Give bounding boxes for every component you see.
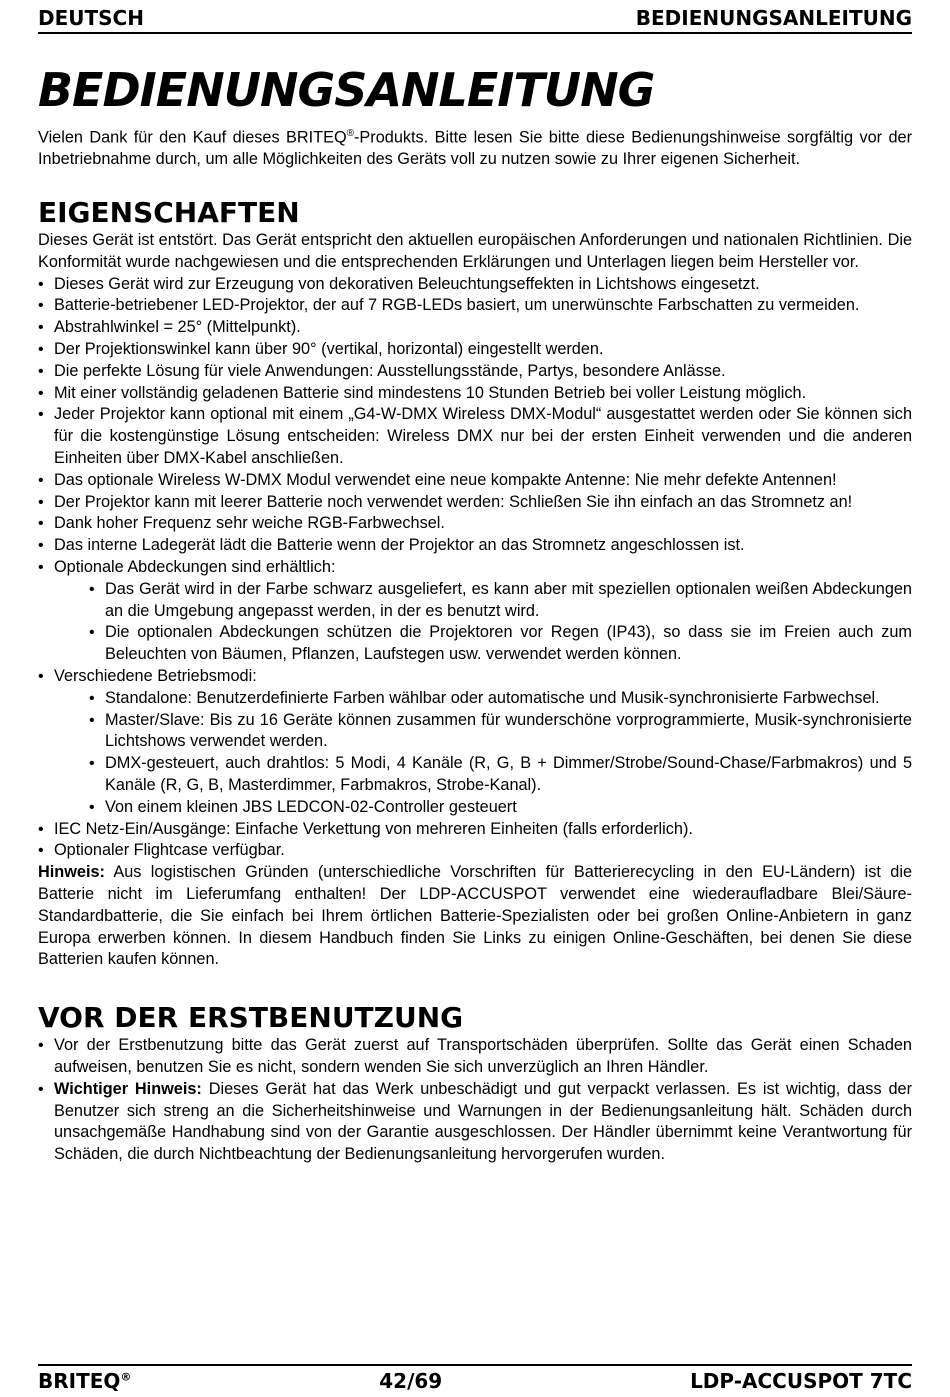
- header-document-type: BEDIENUNGSANLEITUNG: [635, 6, 912, 30]
- list-item-text: IEC Netz-Ein/Ausgänge: Einfache Verkettung von mehreren Einheiten (falls erforderlich).: [54, 819, 693, 838]
- list-item: [38, 361, 912, 383]
- header-language: DEUTSCH: [38, 6, 144, 30]
- note-text: Aus logistischen Gründen (unterschiedliche Vorschriften für Batterierecycling in den EU-Ländern) ist die Batterie nicht im Lieferumfang enthalten! Der LDP-ACCUSPOT verwendet eine wiederaufladbare Blei/Säure-Standardbatterie, die Sie einfach bei Ihrem örtlichen Batterie-Spezialisten oder bei großen Online-Anbietern in ganz Europa erwerben können. In diesem Handbuch finden Sie Links zu einigen Online-Geschäften, bei denen Sie diese Batterien kaufen können.: [38, 863, 912, 969]
- sublist-item: [89, 710, 912, 754]
- list-item: [38, 840, 912, 862]
- list-item-text: Die perfekte Lösung für viele Anwendungen: Ausstellungsstände, Partys, besondere Anlässe.: [54, 361, 726, 380]
- sublist-item-text: Die optionalen Abdeckungen schützen die Projektoren vor Regen (IP43), so dass sie im Freien auch zum Beleuchten von Bäumen, Pflanzen, Laufstegen usw. verwendet werden können.: [105, 623, 912, 664]
- features-list: [38, 274, 912, 863]
- list-item-text: Der Projektionswinkel kann über 90° (vertikal, horizontal) eingestellt werden.: [54, 340, 604, 358]
- bullet-icon: •: [38, 1080, 44, 1098]
- registered-mark: ®: [120, 1370, 132, 1384]
- list-item: [38, 339, 912, 361]
- list-item: [38, 1035, 912, 1079]
- first-use-list: [38, 1035, 912, 1166]
- intro-text-end: -Produkts. Bitte lesen Sie bitte diese Bedienungshinweise sorgfältig vor der Inbetriebnahme durch, um alle Möglichkeiten des Geräts voll zu nutzen sowie zu Ihrer eigenen Sicherheit.: [38, 128, 912, 169]
- registered-mark: ®: [346, 128, 355, 139]
- page-content: [38, 60, 912, 1166]
- section-title-first-use: VOR DER ERSTBENUTZUNG: [38, 1001, 464, 1035]
- list-item-text: Dieses Gerät wird zur Erzeugung von dekorativen Beleuchtungseffekten in Lichtshows eingesetzt.: [54, 274, 760, 293]
- bullet-icon: •: [38, 537, 44, 555]
- sublist-item-text: Von einem kleinen JBS LEDCON-02-Controller gesteuert: [105, 797, 517, 816]
- list-item-modes: [38, 666, 912, 819]
- list-item-text: Das optionale Wireless W-DMX Modul verwendet eine neue kompakte Antenne: Nie mehr defekte Antennen!: [54, 470, 837, 489]
- sublist-item-text: Master/Slave: Bis zu 16 Geräte können zusammen für wunderschöne vorprogrammierte, Musik-synchronisierte Lichtshows verwendet werden.: [105, 710, 912, 751]
- list-item-text: Der Projektor kann mit leerer Batterie noch verwendet werden: Schließen Sie ihn einfach an das Stromnetz an!: [54, 492, 853, 511]
- bullet-icon: •: [38, 558, 44, 576]
- brand-name: BRITEQ: [38, 1369, 121, 1393]
- list-item-text: Vor der Erstbenutzung bitte das Gerät zuerst auf Transportschäden überprüfen. Sollte das Gerät einen Schaden aufweisen, benutzen Sie es nicht, sondern wenden Sie sich unverzüglich an Ihren Händler.: [54, 1036, 912, 1076]
- section-title-features: EIGENSCHAFTEN: [38, 196, 300, 230]
- covers-sublist: [89, 579, 912, 666]
- sublist-item-text: Standalone: Benutzerdefinierte Farben wählbar oder automatische und Musik-synchronisierte Farbwechsel.: [105, 688, 880, 707]
- bullet-icon: •: [38, 362, 44, 380]
- bullet-icon: •: [38, 384, 44, 402]
- intro-text-start: Vielen Dank für den Kauf dieses BRITEQ: [38, 128, 347, 147]
- list-item-text: Abstrahlwinkel = 25° (Mittelpunkt).: [54, 318, 301, 337]
- bullet-icon: •: [38, 515, 44, 533]
- sublist-item: [89, 622, 912, 666]
- bullet-icon: •: [38, 406, 44, 424]
- list-item-text: Mit einer vollständig geladenen Batterie sind mindestens 10 Stunden Betrieb bei voller Leistung möglich.: [54, 383, 807, 402]
- bullet-icon: •: [89, 689, 95, 707]
- features-paragraph: Dieses Gerät ist entstört. Das Gerät entspricht den aktuellen europäischen Anforderungen und nationalen Richtlinien. Die Konformität wurde nachgewiesen und die entsprechenden Erklärungen und Unterlagen liegen beim Hersteller vor.: [38, 231, 912, 271]
- sublist-item: [89, 797, 912, 819]
- page-footer: [38, 1364, 912, 1396]
- list-item: [38, 492, 912, 514]
- list-item-text: Verschiedene Betriebsmodi:: [54, 666, 257, 685]
- bullet-icon: •: [89, 711, 95, 729]
- bullet-icon: •: [38, 297, 44, 315]
- list-item: [38, 1079, 912, 1166]
- sublist-item: [89, 688, 912, 710]
- list-item: [38, 470, 912, 492]
- list-item-text: Batterie-betriebener LED-Projektor, der auf 7 RGB-LEDs basiert, um unerwünschte Farbschatten zu vermeiden.: [54, 296, 860, 315]
- bullet-icon: •: [38, 820, 44, 838]
- list-item: [38, 295, 912, 317]
- bullet-icon: •: [89, 755, 95, 773]
- footer-brand: [38, 1369, 131, 1393]
- list-item: [38, 819, 912, 841]
- list-item: [38, 404, 912, 469]
- sublist-item: [89, 753, 912, 797]
- sublist-item: [89, 579, 912, 623]
- list-item-text: Dank hoher Frequenz sehr weiche RGB-Farbwechsel.: [54, 514, 445, 533]
- list-item-text: Optionaler Flightcase verfügbar.: [54, 841, 285, 860]
- bullet-icon: •: [38, 471, 44, 489]
- bullet-icon: •: [89, 798, 95, 816]
- note-label: Hinweis:: [38, 863, 105, 882]
- list-item: [38, 535, 912, 557]
- list-item-text: Optionale Abdeckungen sind erhältlich:: [54, 557, 336, 576]
- battery-note: [38, 862, 912, 971]
- modes-sublist: [89, 688, 912, 819]
- sublist-item-text: DMX-gesteuert, auch drahtlos: 5 Modi, 4 Kanäle (R, G, B + Dimmer/Strobe/Sound-Chase/Farbmakros) und 5 Kanäle (R, G, B, Masterdimmer, Farbmakros, Strobe-Kanal).: [105, 754, 912, 794]
- list-item-covers: [38, 557, 912, 666]
- footer-model: LDP-ACCUSPOT 7TC: [690, 1369, 912, 1393]
- list-item: [38, 383, 912, 405]
- bullet-icon: •: [38, 493, 44, 511]
- bullet-icon: •: [38, 275, 44, 293]
- list-item-text: Das interne Ladegerät lädt die Batterie wenn der Projektor an das Stromnetz angeschlossen ist.: [54, 536, 745, 555]
- bullet-icon: •: [38, 667, 44, 685]
- bullet-icon: •: [89, 580, 95, 598]
- bullet-icon: •: [38, 842, 44, 860]
- list-item: [38, 274, 912, 296]
- list-item: [38, 317, 912, 339]
- important-note-label: Wichtiger Hinweis:: [54, 1079, 202, 1098]
- list-item-text: Dieses Gerät hat das Werk unbeschädigt und gut verpackt verlassen. Es ist wichtig, dass der Benutzer sich streng an die Sicherheitshinweise und Warnungen in der Bedienungsanleitung hält. Schäden durch unsachgemäße Handhabung sind von der Garantie ausgeschlossen. Der Händler übernimmt keine Verantwortung für Schäden, die durch Nichtbeachtung der Bedienungsanleitung hervorgerufen wurden.: [54, 1079, 912, 1164]
- sublist-item-text: Das Gerät wird in der Farbe schwarz ausgeliefert, es kann aber mit speziellen optionalen weißen Abdeckungen an die Umgebung angepasst werden, in der es benutzt wird.: [105, 579, 912, 620]
- page-header: [38, 2, 912, 34]
- bullet-icon: •: [38, 1037, 44, 1055]
- page-title: BEDIENUNGSANLEITUNG: [38, 63, 655, 117]
- list-item-text: Jeder Projektor kann optional mit einem „G4-W-DMX Wireless DMX-Modul“ ausgestattet werden oder Sie können sich für die kostengünstige Lösung entscheiden: Wireless DMX nur bei der ersten Einheit verwenden und die anderen Einheiten über DMX-Kabel anschließen.: [54, 405, 912, 467]
- list-item: [38, 513, 912, 535]
- bullet-icon: •: [38, 341, 44, 358]
- bullet-icon: •: [38, 319, 44, 337]
- bullet-icon: •: [89, 624, 95, 642]
- intro-paragraph: [38, 123, 912, 171]
- page-number: 42/69: [379, 1369, 443, 1393]
